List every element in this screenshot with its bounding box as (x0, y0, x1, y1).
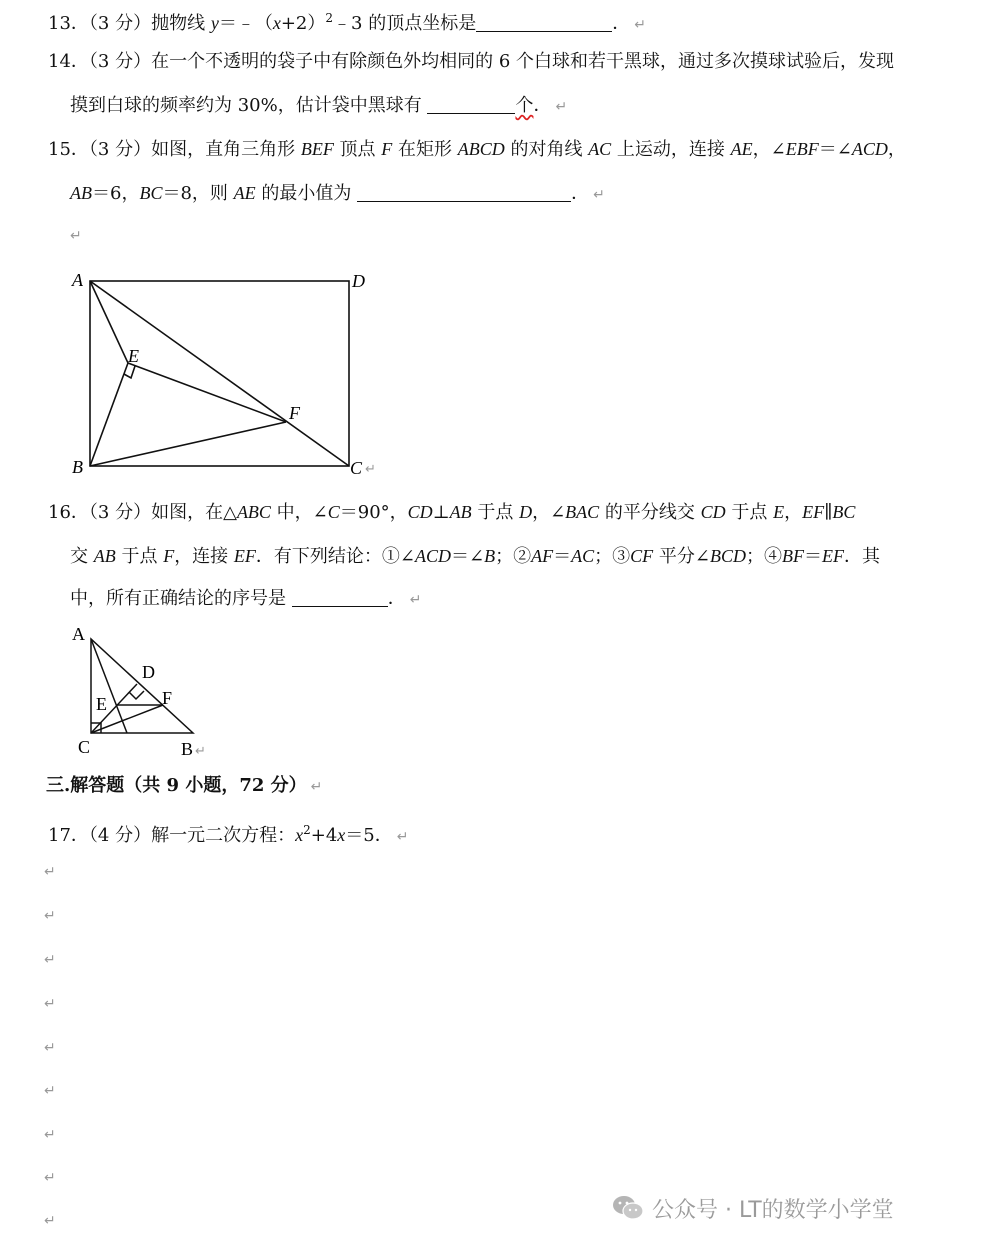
return-icon: ↵ (195, 744, 206, 759)
return-icon: ↵ (310, 779, 323, 795)
return-icon: ↵ (634, 17, 646, 33)
segment-bf (90, 422, 286, 466)
q16-figure (60, 620, 220, 760)
label-c: C (78, 737, 91, 757)
answer-blank-15[interactable] (357, 183, 571, 202)
return-icon: ↵ (555, 99, 568, 115)
return-icon: ↵ (44, 996, 56, 1012)
segment-ef (128, 363, 286, 422)
segment-be (90, 363, 128, 466)
return-icon: ↵ (44, 1040, 56, 1056)
return-icon: ↵ (44, 908, 56, 924)
q16-line-3: 中，所有正确结论的序号是 ． ↵ (70, 588, 422, 609)
label-c: C (350, 458, 363, 478)
q15-figure (60, 262, 390, 482)
diagonal-ac (90, 281, 349, 466)
return-icon: ↵ (409, 592, 422, 608)
return-icon: ↵ (365, 462, 376, 477)
q13-line: 13．（3 分）抛物线 $y=﹣(x+2)^2﹣3$ 的顶点坐标是 ． ↵ (48, 11, 646, 34)
label-f: F (162, 688, 173, 708)
label-f: F (289, 403, 300, 423)
label-a: A (72, 624, 85, 644)
return-icon: ↵ (44, 952, 56, 968)
q15-line-2: AB＝6，BC＝8，则 AE 的最小值为 ． ↵ (70, 183, 605, 204)
label-b: B (181, 739, 194, 759)
q16-line-1: 16．（3 分）如图，在△ABC 中，∠C＝90°，CD⊥AB 于点 D，∠BAC 的平分线交 CD 于点 E，EF∥BC (48, 502, 856, 523)
label-d: D (352, 271, 365, 291)
q14-line-2: 摸到白球的频率约为 30%，估计袋中黑球有 个． ↵ (70, 95, 568, 116)
return-icon: ↵ (44, 864, 56, 880)
return-icon: ↵ (593, 187, 605, 203)
label-e: E (96, 694, 107, 714)
label-b: B (72, 457, 83, 477)
answer-blank-13[interactable] (476, 13, 612, 32)
answer-blank-14[interactable] (427, 95, 515, 114)
q15-line-1: 15．（3 分）如图，直角三角形 BEF 顶点 F 在矩形 ABCD 的对角线 AC 上运动，连接 AE，∠EBF＝∠ACD， (48, 139, 906, 160)
return-icon: ↵ (396, 829, 409, 845)
section-3-title: 三.解答题（共 9 小题，72 分） ↵ (46, 775, 323, 796)
watermark-text: 公众号 · LT的数学小学堂 (652, 1197, 894, 1223)
label-d: D (142, 662, 155, 682)
answer-blank-16[interactable] (292, 588, 388, 607)
return-icon: ↵ (44, 1127, 56, 1143)
wechat-icon (612, 1194, 644, 1222)
return-icon: ↵ (44, 1213, 56, 1229)
right-angle-mark-d (129, 691, 144, 699)
return-icon: ↵ (70, 228, 82, 244)
q16-line-2: 交 AB 于点 F，连接 EF．有下列结论：①∠ACD＝∠B；②AF＝AC；③CF 平分∠BCD；④BF＝EF．其 (70, 546, 880, 567)
label-a: A (72, 270, 83, 290)
q17-line: 17．（4 分）解一元二次方程：$x^2+4x=5$． ↵ (48, 823, 409, 846)
return-icon: ↵ (44, 1170, 56, 1186)
triangle-abc (91, 639, 193, 733)
bisector-ae (91, 639, 127, 733)
q14-line-1: 14．（3 分）在一个不透明的袋子中有除颜色外均相同的 6 个白球和若干黑球，通过多次摸球试验后，发现 (48, 51, 894, 72)
wechat-watermark (612, 1192, 958, 1224)
label-e: E (128, 346, 139, 366)
segment-ae (90, 281, 128, 363)
return-icon: ↵ (44, 1083, 56, 1099)
